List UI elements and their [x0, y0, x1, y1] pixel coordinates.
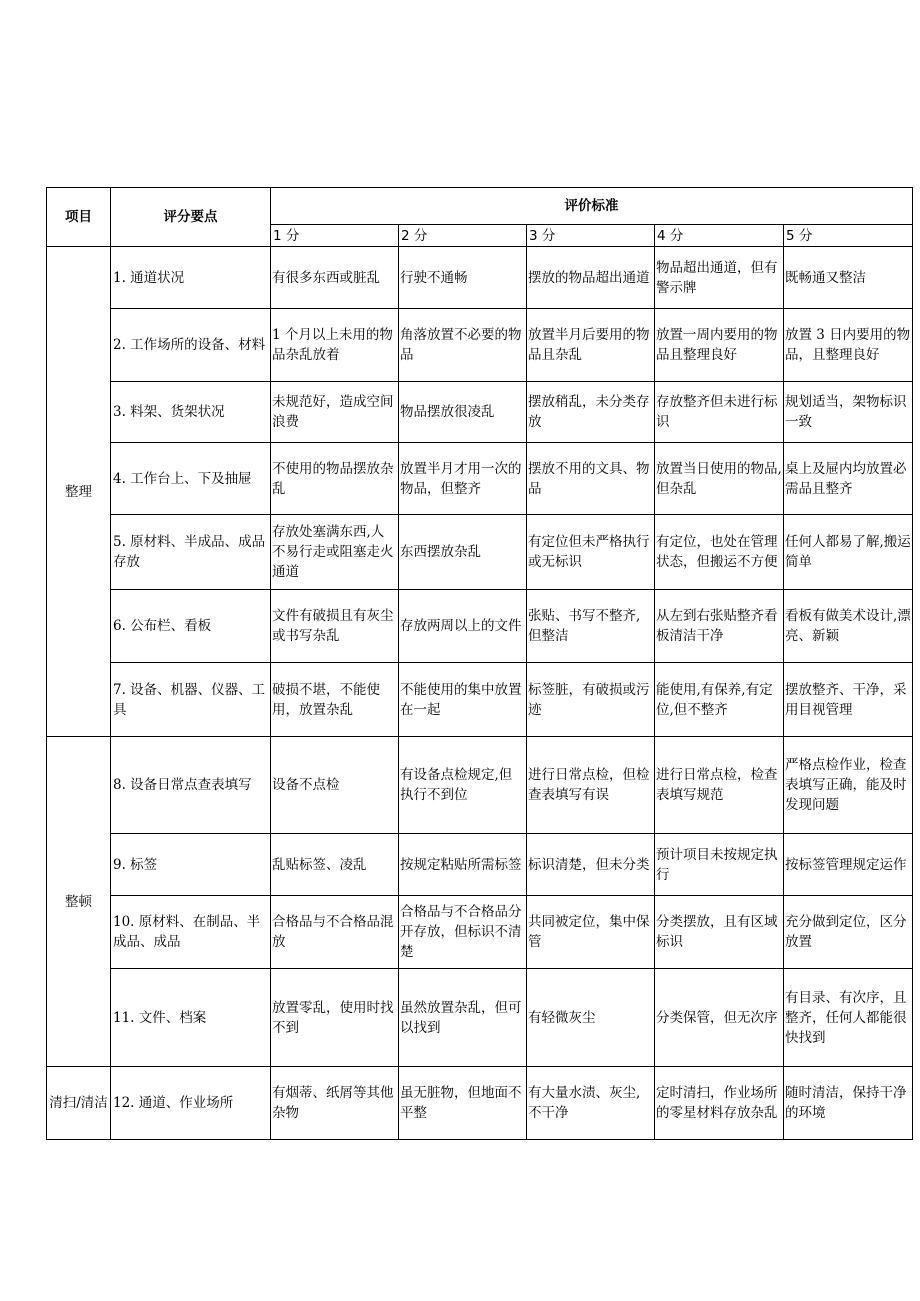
scoring-point-cell: 9. 标签 — [111, 834, 271, 896]
criteria-cell: 存放两周以上的文件 — [399, 590, 527, 663]
scoring-point-cell: 12. 通道、作业场所 — [111, 1067, 271, 1140]
table-row — [47, 969, 913, 1067]
criteria-cell: 存放处塞满东西,人不易行走或阻塞走火通道 — [271, 515, 399, 590]
table-row — [47, 247, 913, 309]
criteria-cell: 有烟蒂、纸屑等其他杂物 — [271, 1067, 399, 1140]
criteria-cell: 合格品与不合格品分开存放，但标识不清楚 — [399, 896, 527, 969]
header-score-2: 2 分 — [399, 225, 527, 247]
criteria-cell: 设备不点检 — [271, 737, 399, 834]
header-score-5: 5 分 — [784, 225, 913, 247]
criteria-cell: 存放整齐但未进行标识 — [655, 382, 784, 443]
criteria-cell: 桌上及屉内均放置必需品且整齐 — [784, 443, 913, 515]
evaluation-table-container — [46, 187, 912, 1140]
scoring-point-cell: 5. 原材料、半成品、成品存放 — [111, 515, 271, 590]
criteria-cell: 东西摆放杂乱 — [399, 515, 527, 590]
criteria-cell: 摆放整齐、干净，采用目视管理 — [784, 663, 913, 737]
criteria-cell: 按规定粘贴所需标签 — [399, 834, 527, 896]
table-row — [47, 737, 913, 834]
criteria-cell: 有设备点检规定,但执行不到位 — [399, 737, 527, 834]
scoring-point-cell: 10. 原材料、在制品、半成品、成品 — [111, 896, 271, 969]
criteria-cell: 放置零乱，使用时找不到 — [271, 969, 399, 1067]
criteria-cell: 不能使用的集中放置在一起 — [399, 663, 527, 737]
criteria-cell: 进行日常点检，检查表填写规范 — [655, 737, 784, 834]
header-score-1: 1 分 — [271, 225, 399, 247]
criteria-cell: 从左到右张贴整齐看板清洁干净 — [655, 590, 784, 663]
criteria-cell: 有定位，也处在管理状态，但搬运不方便 — [655, 515, 784, 590]
scoring-point-cell: 8. 设备日常点查表填写 — [111, 737, 271, 834]
criteria-cell: 摆放不用的文具、物品 — [527, 443, 655, 515]
criteria-cell: 放置半月才用一次的物品，但整齐 — [399, 443, 527, 515]
table-row — [47, 443, 913, 515]
criteria-cell: 不使用的物品摆放杂乱 — [271, 443, 399, 515]
criteria-cell: 既畅通又整洁 — [784, 247, 913, 309]
criteria-cell: 按标签管理规定运作 — [784, 834, 913, 896]
criteria-cell: 看板有做美术设计,漂亮、新颖 — [784, 590, 913, 663]
criteria-cell: 行驶不通畅 — [399, 247, 527, 309]
criteria-cell: 任何人都易了解,搬运简单 — [784, 515, 913, 590]
table-row — [47, 663, 913, 737]
header-scoring-point: 评分要点 — [111, 188, 271, 247]
category-cell: 整顿 — [47, 737, 111, 1067]
table-row — [47, 1067, 913, 1140]
criteria-cell: 摆放的物品超出通道 — [527, 247, 655, 309]
criteria-cell: 有轻微灰尘 — [527, 969, 655, 1067]
criteria-cell: 共同被定位，集中保管 — [527, 896, 655, 969]
criteria-cell: 张贴、书写不整齐,但整洁 — [527, 590, 655, 663]
criteria-cell: 能使用,有保养,有定位,但不整齐 — [655, 663, 784, 737]
scoring-point-cell: 6. 公布栏、看板 — [111, 590, 271, 663]
criteria-cell: 分类保管，但无次序 — [655, 969, 784, 1067]
criteria-cell: 预计项目未按规定执行 — [655, 834, 784, 896]
criteria-cell: 虽无脏物，但地面不平整 — [399, 1067, 527, 1140]
table-row — [47, 382, 913, 443]
table-row — [47, 896, 913, 969]
criteria-cell: 破损不堪，不能使用，放置杂乱 — [271, 663, 399, 737]
criteria-cell: 摆放稍乱，未分类存放 — [527, 382, 655, 443]
criteria-cell: 随时清洁，保持干净的环境 — [784, 1067, 913, 1140]
criteria-cell: 规划适当，架物标识一致 — [784, 382, 913, 443]
criteria-cell: 定时清扫，作业场所的零星材料存放杂乱 — [655, 1067, 784, 1140]
criteria-cell: 放置一周内要用的物品且整理良好 — [655, 309, 784, 382]
scoring-point-cell: 7. 设备、机器、仪器、工具 — [111, 663, 271, 737]
category-cell: 整理 — [47, 247, 111, 737]
criteria-cell: 未规范好，造成空间浪费 — [271, 382, 399, 443]
criteria-cell: 有很多东西或脏乱 — [271, 247, 399, 309]
table-row — [47, 834, 913, 896]
header-item: 项目 — [47, 188, 111, 247]
scoring-point-cell: 2. 工作场所的设备、材料 — [111, 309, 271, 382]
scoring-point-cell: 11. 文件、档案 — [111, 969, 271, 1067]
table-row — [47, 309, 913, 382]
criteria-cell: 有定位但未严格执行或无标识 — [527, 515, 655, 590]
scoring-point-cell: 4. 工作台上、下及抽屉 — [111, 443, 271, 515]
header-evaluation-standard: 评价标准 — [271, 188, 913, 225]
criteria-cell: 充分做到定位，区分放置 — [784, 896, 913, 969]
criteria-cell: 分类摆放，且有区域标识 — [655, 896, 784, 969]
criteria-cell: 合格品与不合格品混放 — [271, 896, 399, 969]
criteria-cell: 1 个月以上未用的物品杂乱放着 — [271, 309, 399, 382]
criteria-cell: 物品摆放很凌乱 — [399, 382, 527, 443]
criteria-cell: 严格点检作业，检查表填写正确，能及时发现问题 — [784, 737, 913, 834]
table-row — [47, 515, 913, 590]
criteria-cell: 放置半月后要用的物品且杂乱 — [527, 309, 655, 382]
table-row — [47, 590, 913, 663]
header-score-4: 4 分 — [655, 225, 784, 247]
criteria-cell: 有大量水渍、灰尘,不干净 — [527, 1067, 655, 1140]
criteria-cell: 进行日常点检，但检查表填写有误 — [527, 737, 655, 834]
criteria-cell: 放置当日使用的物品,但杂乱 — [655, 443, 784, 515]
criteria-cell: 文件有破损且有灰尘或书写杂乱 — [271, 590, 399, 663]
criteria-cell: 标识清楚，但未分类 — [527, 834, 655, 896]
header-score-3: 3 分 — [527, 225, 655, 247]
criteria-cell: 乱贴标签、凌乱 — [271, 834, 399, 896]
criteria-cell: 角落放置不必要的物品 — [399, 309, 527, 382]
criteria-cell: 虽然放置杂乱，但可以找到 — [399, 969, 527, 1067]
criteria-cell: 有目录、有次序，且整齐，任何人都能很快找到 — [784, 969, 913, 1067]
criteria-cell: 标签脏，有破损或污迹 — [527, 663, 655, 737]
criteria-cell: 放置 3 日内要用的物品，且整理良好 — [784, 309, 913, 382]
evaluation-table — [46, 187, 913, 1140]
category-cell: 清扫/清洁 — [47, 1067, 111, 1140]
criteria-cell: 物品超出通道，但有警示牌 — [655, 247, 784, 309]
scoring-point-cell: 1. 通道状况 — [111, 247, 271, 309]
scoring-point-cell: 3. 料架、货架状况 — [111, 382, 271, 443]
